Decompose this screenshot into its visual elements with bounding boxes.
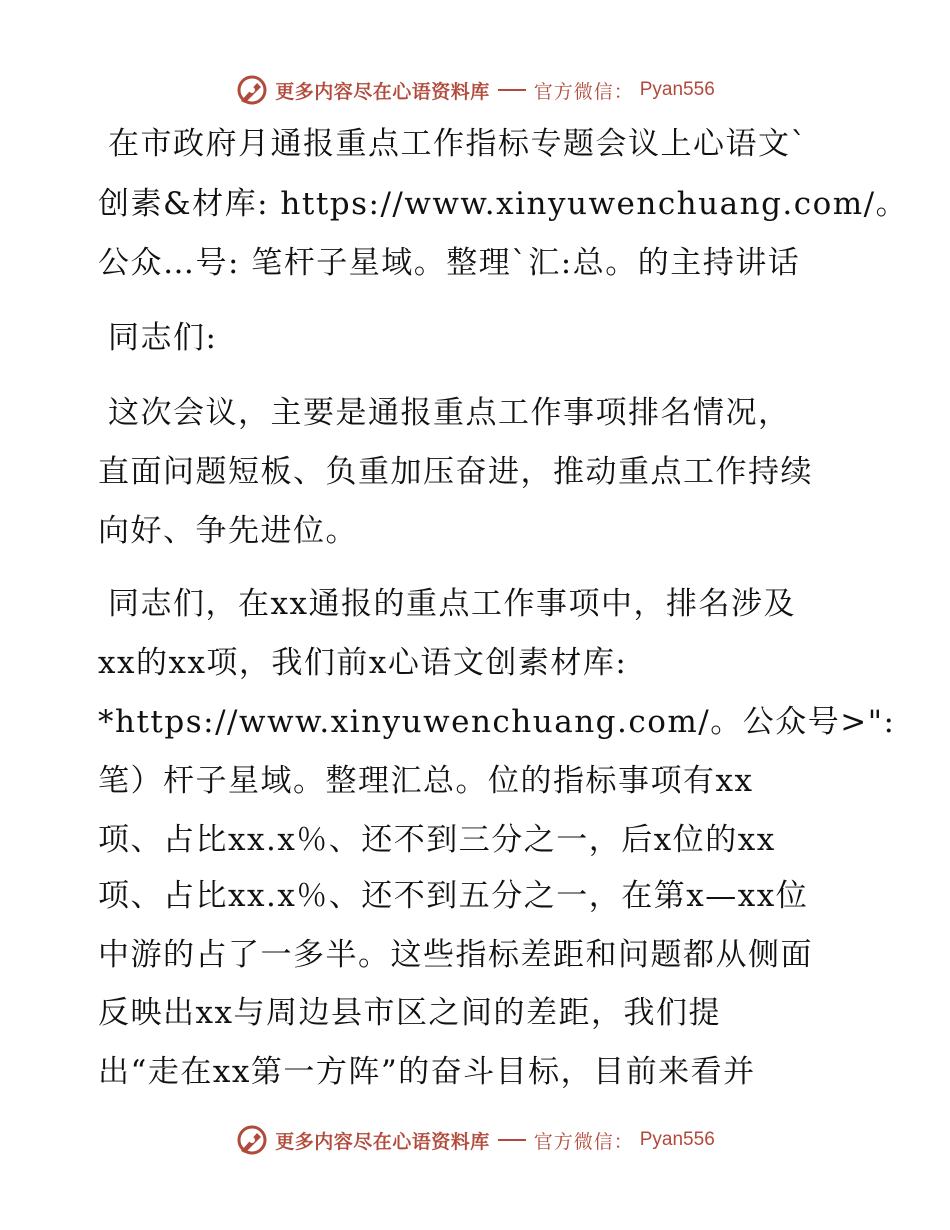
paragraph-line: 中游的占了一多半。这些指标差距和问题都从侧面 [98,937,813,973]
paragraph-line: 这次会议，主要是通报重点工作事项排名情况， [108,395,791,431]
pen-logo-icon [235,1123,269,1157]
banner-wechat-label: 官方微信： [533,1130,634,1153]
banner-wechat-id: Pyan556 [639,1129,715,1150]
banner-dash [498,89,526,91]
paragraph-line: 笔）杆子星域。整理汇总。位的指标事项有xx [98,763,754,799]
banner-wechat-id: Pyan556 [639,79,715,100]
pen-logo-icon [235,73,269,107]
paragraph-line: 向好、争先进位。 [98,513,358,549]
paragraph-line: 反映出xx与周边县市区之间的差距，我们提 [98,995,721,1031]
title-line: 创素&材库: https://www.xinyuwenchuang.com/。 [98,186,909,222]
banner-slogan: 更多内容尽在心语资料库 [275,1130,490,1153]
paragraph-line: 直面问题短板、负重加压奋进，推动重点工作持续 [98,454,813,490]
footer-banner [0,1120,950,1160]
banner-slogan: 更多内容尽在心语资料库 [275,80,490,103]
paragraph-line: 项、占比xx.x％、还不到三分之一，后x位的xx [98,822,776,858]
paragraph-line: xx的xx项，我们前x心语文创素材库: [98,645,628,681]
paragraph-line: *https://www.xinyuwenchuang.com/。公众号>": [98,704,896,740]
title-line: 公众…号: 笔杆子星域。整理`汇:总。的主持讲话 [98,245,801,281]
salutation: 同志们: [108,320,218,356]
title-line: 在市政府月通报重点工作指标专题会议上心语文` [108,126,808,162]
paragraph-line: 项、占比xx.x％、还不到五分之一，在第x—xx位 [98,878,809,914]
header-banner [0,70,950,110]
banner-wechat-label: 官方微信： [533,80,634,103]
paragraph-line: 出“走在xx第一方阵”的奋斗目标，目前来看并 [98,1054,756,1090]
banner-dash [498,1139,526,1141]
paragraph-line: 同志们，在xx通报的重点工作事项中，排名涉及 [108,586,796,622]
